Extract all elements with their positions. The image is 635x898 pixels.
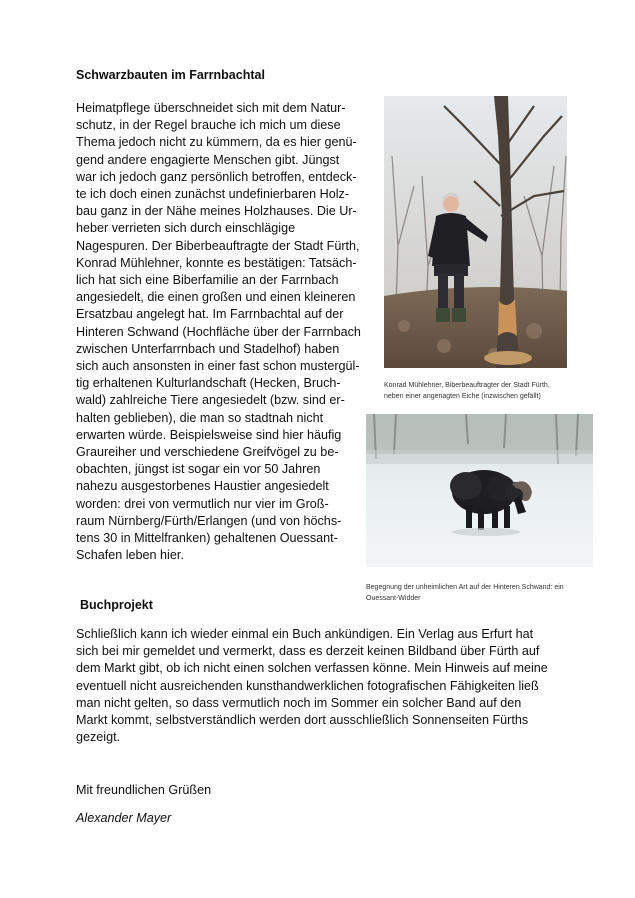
text-line: nahezu ausgestorbenes Haustier angesiedelt [76,479,329,494]
text-line: war ich jedoch ganz persönlich betroffen, entdeck- [76,169,357,184]
closing-greeting: Mit freundlichen Grüßen [76,783,212,797]
text-line: gend andere engagierte Menschen gibt. Jüngst [76,152,340,167]
text-line: halten geblieben), die man so stadtnah nicht [76,410,324,425]
text-line: zwischen Unterfarrnbach und Stadelhof) haben [76,341,340,356]
text-line: Konrad Mühlehner, konnte es bestätigen: Tatsäch- [76,255,357,270]
text-line: eventuell nicht ausreichenden kunsthandwerklichen fotografischen Fähigkeiten ließ [76,678,539,693]
text-line: Thema jedoch nicht zu kümmern, da es hier genü- [76,135,357,150]
text-line: Schließlich kann ich wieder einmal ein Buch ankündigen. Ein Verlag aus Erfurt hat [76,627,534,641]
caption-line: neben einer angenagten Eiche (inzwischen gefällt) [384,393,541,400]
text-line: Hinteren Schwand (Hochfläche über der Farrnbach [76,324,361,339]
text-line: erwarten würde. Beispielsweise sind hier häufig [76,427,342,442]
text-line: Nagespuren. Der Biberbeauftragte der Stadt Fürth, [76,238,360,253]
text-line: Ersatzbau angelegt hat. Im Farrnbachtal auf der [76,307,344,322]
photo1-caption [384,380,550,402]
photo-beaver-oak [384,96,567,368]
text-line: obachten, jüngst ist sogar ein vor 50 Jahren [76,462,321,477]
section-heading-schwarzbauten: Schwarzbauten im Farrnbachtal [76,68,265,82]
text-line: Graureiher und verschiedene Greifvögel zu be- [76,445,339,460]
caption-line: Ouessant-Widder [366,595,421,602]
text-line: worden: drei von vermutlich nur vier im Groß- [76,496,329,511]
section2-body [76,626,576,746]
text-line: wald) zahlreiche Tiere angesiedelt (bzw. sind er- [76,393,345,408]
text-line: tig erhaltenen Kulturlandschaft (Hecken, Bruch- [76,376,341,391]
text-line: te ich doch einen zunächst undefinierbaren Holz- [76,187,350,202]
text-line: Markt kommt, selbstverständlich werden dort ausschließlich Sonnenseiten Fürths [76,713,529,728]
section1-body [76,100,376,564]
text-line: heber verrieten sich durch einschlägige [76,221,296,236]
text-line: sich auch ansonsten in einer fast schon mustergül- [76,359,360,374]
caption-line: Konrad Mühlehner, Biberbeauftragter der Stadt Fürth, [384,382,550,389]
photo2-caption [366,582,564,604]
signature: Alexander Mayer [76,811,172,825]
text-line: lich hat sich eine Biberfamilie an der Farrnbach [76,273,339,288]
text-line: tens 30 in Mittelfranken) gehaltenen Ouessant- [76,531,338,546]
photo-ouessant-ram-graphic [366,414,593,567]
text-line: man nicht gelten, so dass vermutlich noch im Sommer ein solcher Band auf den [76,695,522,710]
text-line: schutz, in der Regel brauche ich mich um diese [76,118,341,133]
caption-line: Begegnung der unheimlichen Art auf der Hinteren Schwand: ein [366,584,564,591]
text-line: bau ganz in der Nähe meines Holzhauses. Die Ur- [76,204,357,219]
text-line: gezeigt. [76,730,121,745]
text-line: raum Nürnberg/Fürth/Erlangen (und von höchs- [76,513,342,528]
photo-ouessant-ram [366,414,593,567]
text-line: Schafen leben hier. [76,548,184,563]
text-line: sich bei mir gemeldet und vermerkt, dass es derzeit keinen Bildband über Fürth auf [76,644,540,659]
text-line: angesiedelt, die einen großen und einen kleineren [76,290,356,305]
photo-beaver-oak-graphic [384,96,567,368]
text-line: Heimatpflege überschneidet sich mit dem Natur- [76,101,346,115]
text-line: dem Markt gibt, ob ich nicht einen solchen verfassen könne. Mein Hinweis auf meine [76,661,548,676]
section-heading-buchprojekt: Buchprojekt [80,598,153,612]
